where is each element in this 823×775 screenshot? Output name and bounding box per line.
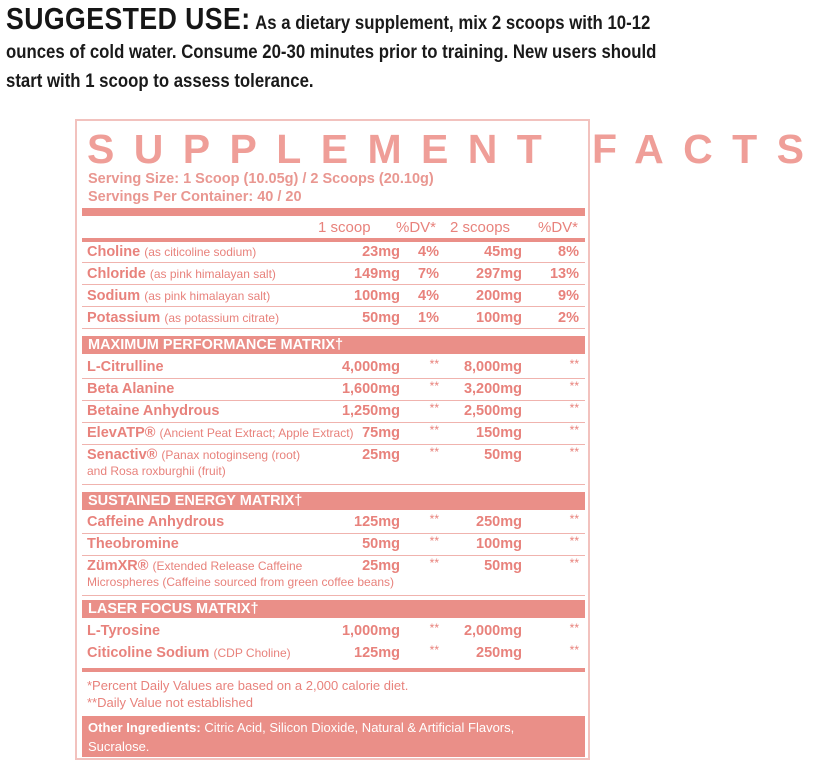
amount-dv1: 1% [418,310,439,326]
nutrient-name [87,623,160,639]
amount-dv1: ** [429,621,439,635]
medium-divider [82,238,585,242]
row-divider [82,484,585,485]
footnote-no-dv: **Daily Value not established [87,695,253,710]
amount-two: 297mg [476,266,522,282]
nutrient-name [87,558,302,574]
nutrient-source-line2: and Rosa roxburghii (fruit) [87,464,226,478]
amount-dv1: 4% [418,244,439,260]
row-divider [82,555,585,556]
section-energy [82,492,585,510]
amount-one: 25mg [362,558,400,574]
amount-dv1: ** [429,379,439,393]
nutrient-source: (as potassium citrate) [164,311,280,325]
nutrient-name [87,403,219,419]
nutrient-source: (CDP Choline) [213,646,291,660]
amount-two: 3,200mg [463,381,522,397]
amount-one: 149mg [354,266,400,282]
nutrient-name [87,359,164,375]
nutrient-name-text: Senactiv® [87,447,158,463]
row-divider [82,444,585,445]
row-divider [82,262,585,263]
amount-one: 25mg [362,447,400,463]
amount-dv2: ** [569,379,579,393]
footnote-dv: *Percent Daily Values are based on a 2,000 calorie diet. [87,678,409,693]
amount-dv1: ** [429,401,439,415]
section-focus [82,600,585,618]
nutrient-name-text: Chloride [87,266,146,282]
facts-title: SUPPLEMENT FACTS [87,126,823,172]
suggested-use [6,1,679,96]
section-focus-title: LASER FOCUS MATRIX† [88,601,259,617]
nutrient-name-text: Beta Alanine [87,381,175,397]
nutrient-name [87,288,270,304]
amount-dv1: ** [429,534,439,548]
amount-dv2: ** [569,401,579,415]
nutrient-name [87,244,256,260]
col-one-scoop: 1 scoop [318,219,371,236]
nutrient-name-text: Betaine Anhydrous [87,403,220,419]
amount-dv2: 8% [558,244,579,260]
nutrient-name-text: L-Tyrosine [87,623,161,639]
amount-one: 1,000mg [341,623,400,639]
amount-one: 50mg [362,536,400,552]
amount-two: 50mg [484,558,522,574]
amount-two: 200mg [476,288,522,304]
amount-one: 23mg [362,244,400,260]
bottom-divider [82,668,585,672]
nutrient-name-text: ElevATP® [87,425,156,441]
row-divider [82,595,585,596]
amount-dv2: ** [569,556,579,570]
amount-dv1: 4% [418,288,439,304]
amount-dv1: ** [429,512,439,526]
amount-one: 75mg [362,425,400,441]
other-ingredients-text: Citric Acid, Silicon Dioxide, Natural & Artificial Flavors, Sucralose. [88,720,515,754]
serving-size: Serving Size: 1 Scoop (10.05g) / 2 Scoops (20.10g) [88,171,434,187]
amount-dv2: ** [569,621,579,635]
nutrient-name [87,645,291,661]
amount-two: 100mg [476,310,522,326]
col-two-scoops: 2 scoops [450,219,511,236]
nutrient-source: (Ancient Peat Extract; Apple Extract) [159,426,354,440]
amount-one: 4,000mg [341,359,400,375]
nutrient-name-text: Citicoline Sodium [87,645,210,661]
amount-two: 100mg [476,536,522,552]
amount-dv2: ** [569,643,579,657]
amount-dv2: ** [569,512,579,526]
amount-two: 150mg [476,425,522,441]
nutrient-name-text: Caffeine Anhydrous [87,514,225,530]
row-divider [82,328,585,329]
other-ingredients-label: Other Ingredients: [88,720,201,735]
amount-dv2: ** [569,534,579,548]
nutrient-source-line2: Microspheres (Caffeine sourced from green coffee beans) [87,575,395,589]
row-divider [82,400,585,401]
nutrient-name [87,514,224,530]
row-divider [82,284,585,285]
nutrient-name-text: L-Citrulline [87,359,164,375]
row-divider [82,533,585,534]
amount-one: 125mg [354,645,400,661]
amount-one: 125mg [354,514,400,530]
row-divider [82,422,585,423]
amount-dv1: ** [429,445,439,459]
amount-dv1: ** [429,643,439,657]
nutrient-source: (as pink himalayan salt) [144,289,271,303]
amount-two: 2,500mg [463,403,522,419]
supplement-facts-panel [75,119,823,760]
amount-dv2: ** [569,423,579,437]
section-energy-title: SUSTAINED ENERGY MATRIX† [88,493,303,509]
nutrient-source: (as citicoline sodium) [144,245,257,259]
suggested-use-text: As a dietary supplement, mix 2 scoops with 10-12 ounces of cold water. Consume 20-30 minutes prior to training. New users should start with 1 scoop to assess tolerance. [6,12,657,92]
section-performance [82,336,585,354]
nutrient-name [87,536,179,552]
nutrient-name-text: Potassium [87,310,161,326]
amount-dv2: 13% [549,266,579,282]
servings-per-container: Servings Per Container: 40 / 20 [88,189,302,205]
amount-two: 2,000mg [463,623,522,639]
amount-dv2: 2% [558,310,579,326]
nutrient-name-text: Choline [87,244,141,260]
amount-two: 8,000mg [463,359,522,375]
amount-dv1: ** [429,357,439,371]
amount-dv2: ** [569,357,579,371]
amount-dv2: 9% [558,288,579,304]
suggested-use-heading: SUGGESTED USE: [6,1,251,36]
nutrient-source: (Panax notoginseng (root) [161,448,301,462]
amount-dv1: ** [429,423,439,437]
nutrient-name [87,425,354,441]
nutrient-name [87,310,279,326]
nutrient-name [87,266,276,282]
nutrient-source: (Extended Release Caffeine [152,559,303,573]
row-divider [82,306,585,307]
thick-divider [82,208,585,216]
nutrient-source: (as pink himalayan salt) [149,267,276,281]
col-dv-2: %DV* [538,219,579,236]
amount-two: 50mg [484,447,522,463]
row-divider [82,378,585,379]
section-performance-title: MAXIMUM PERFORMANCE MATRIX† [88,337,344,353]
nutrient-name-text: ZümXR® [87,558,149,574]
amount-dv1: 7% [418,266,439,282]
nutrient-name-text: Sodium [87,288,141,304]
amount-one: 1,250mg [341,403,400,419]
amount-dv2: ** [569,445,579,459]
col-dv-1: %DV* [396,219,437,236]
amount-one: 50mg [362,310,400,326]
amount-two: 250mg [476,645,522,661]
amount-one: 1,600mg [341,381,400,397]
amount-one: 100mg [354,288,400,304]
other-ingredients [82,716,585,757]
amount-two: 45mg [484,244,522,260]
amount-two: 250mg [476,514,522,530]
nutrient-name [87,381,174,397]
nutrient-name-text: Theobromine [87,536,179,552]
nutrient-name [87,447,300,463]
amount-dv1: ** [429,556,439,570]
